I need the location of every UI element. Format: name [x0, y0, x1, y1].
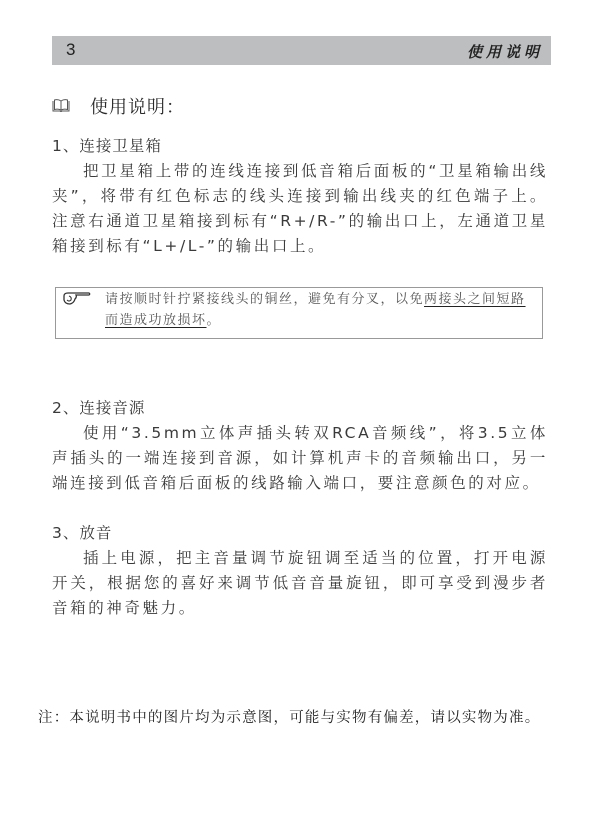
caution-note [55, 287, 543, 339]
page-number: 3 [66, 40, 76, 59]
instruction-item-1 [52, 134, 548, 259]
footer-disclaimer: 注：本说明书中的图片均为示意图，可能与实物有偏差，请以实物为准。 [38, 710, 541, 726]
item-title: 1、连接卫星箱 [52, 137, 162, 155]
item-body: 使用“3.5mm立体声插头转双RCA音频线”，将3.5立体声插头的一端连接到音源，如计算机声卡的音频输出口，另一端连接到低音箱后面板的线路输入端口，要注意颜色的对应。 [52, 424, 548, 492]
item-title: 3、放音 [52, 524, 113, 542]
instruction-item-2 [52, 396, 548, 496]
header-title: 使用说明 [466, 43, 543, 61]
item-body: 插上电源，把主音量调节旋钮调至适当的位置，打开电源开关，根据您的喜好来调节低音音量旋钮，即可享受到漫步者音箱的神奇魅力。 [52, 549, 548, 617]
instruction-item-3 [52, 521, 548, 621]
page-header [52, 36, 551, 65]
note-text-underlined: 两接头之间短路而造成功放损坏 [105, 292, 526, 328]
note-text-plain: 请按顺时针拧紧接线头的铜丝，避免有分叉，以免 [105, 292, 425, 307]
book-icon [52, 99, 70, 113]
note-text [105, 289, 539, 331]
item-body: 把卫星箱上带的连线连接到低音箱后面板的“卫星箱输出线夹”，将带有红色标志的线头连接到输出线夹的红色端子上。注意右通道卫星箱接到标有“R+/R-”的输出口上，左通道卫星箱接到标有“L+/L-”的输出口上。 [52, 162, 548, 255]
section-heading [52, 93, 185, 119]
item-title: 2、连接音源 [52, 399, 146, 417]
note-text-end: 。 [206, 313, 222, 328]
pointing-hand-icon [62, 291, 92, 307]
section-heading-text: 使用说明： [90, 97, 185, 118]
